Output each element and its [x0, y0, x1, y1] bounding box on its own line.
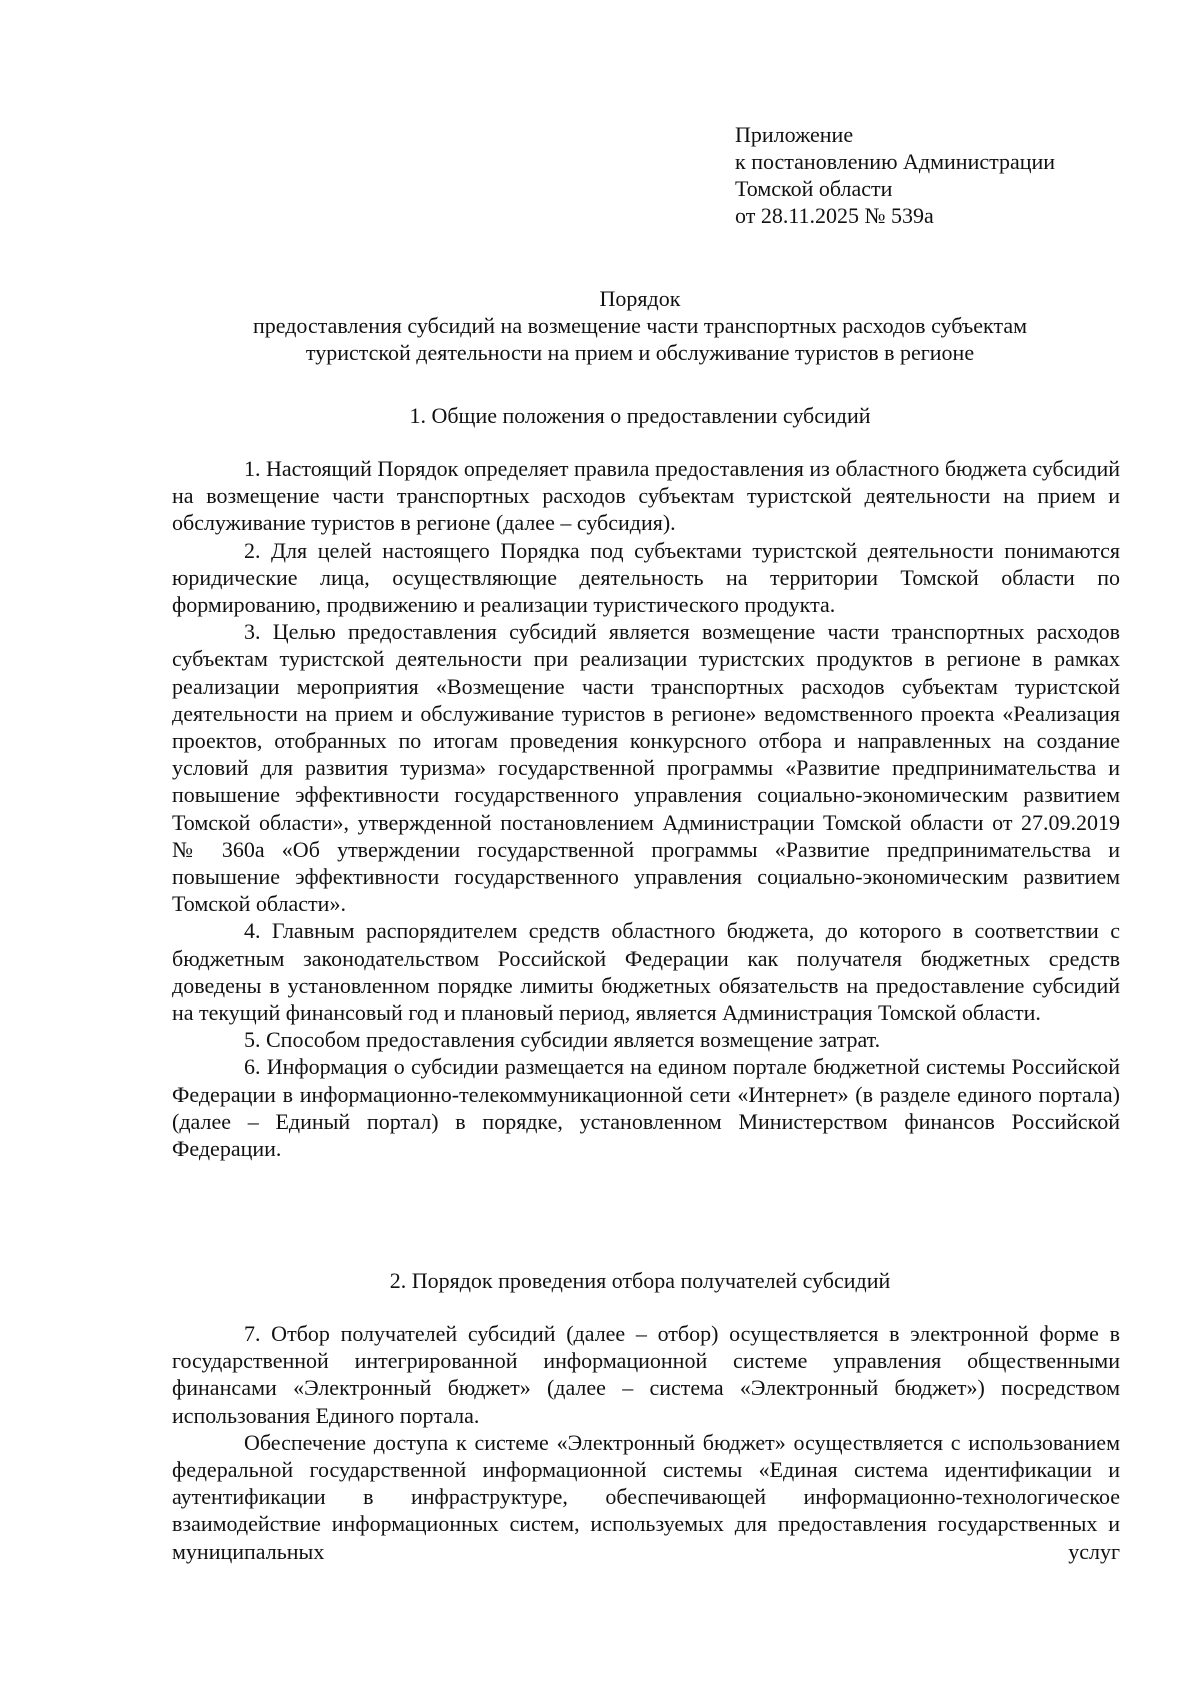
annex-line: Приложение — [735, 122, 854, 147]
annex-block — [735, 121, 1155, 229]
paragraph: 4. Главным распорядителем средств областного бюджета, до которого в соответствии с бюджетным законодательством Российской Федерации как получателя бюджетных средств доведены в установленном порядке лимиты бюджетных обязательств на предоставление субсидий на текущий финансовый год и плановый период, является Администрация Томской области. — [172, 918, 1120, 1026]
section-1-heading: 1. Общие положения о предоставлении субсидий — [409, 403, 871, 428]
paragraph: 1. Настоящий Порядок определяет правила предоставления из областного бюджета субсидий на возмещение части транспортных расходов субъектам туристской деятельности на прием и обслуживание туристов в регионе (далее – субсидия). — [172, 456, 1121, 536]
paragraph: Обеспечение доступа к системе «Электронный бюджет» осуществляется с использованием федеральной государственной информационной системы «Единая система идентификации и аутентификации в инфраструктуре, обеспечивающей информационно-технологическое взаимодействие информационных систем, используемых для предоставления государственных и муниципальных услуг — [172, 1429, 1120, 1564]
section-1-body — [172, 455, 1120, 1162]
title-line: предоставления субсидий на возмещение части транспортных расходов субъектам — [252, 313, 1028, 338]
section-2-body — [172, 1320, 1120, 1565]
paragraph: 7. Отбор получателей субсидий (далее – отбор) осуществляется в электронной форме в государственной интегрированной информационной системе управления общественными финансами «Электронный бюджет» (далее – система «Электронный бюджет») посредством использования Единого портала. — [172, 1321, 1120, 1428]
paragraph: 3. Целью предоставления субсидий является возмещение части транспортных расходов субъектам туристской деятельности при реализации туристских продуктов в регионе в рамках реализации мероприятия «Возмещение части транспортных расходов субъектам туристской деятельности на прием и обслуживание туристов в регионе» ведомственного проекта «Реализация проектов, отобранных по итогам проведения конкурсного отбора и направленных на создание условий для развития туризма» государственной программы «Развитие предпринимательства и повышение эффективности государственного управления социально-экономическим развитием Томской области», утвержденной постановлением Администрации Томской области от 27.09.2019 № 360а «Об утверждении государственной программы «Развитие предпринимательства и повышение эффективности государственного управления социально-экономическим развитием Томской области». — [172, 619, 1120, 917]
section-2-heading: 2. Порядок проведения отбора получателей субсидий — [389, 1268, 891, 1293]
document-title — [100, 285, 1180, 366]
paragraph: 2. Для целей настоящего Порядка под субъектами туристской деятельности понимаются юридические лица, осуществляющие деятельность на территории Томской области по формированию, продвижению и реализации туристического продукта. — [172, 537, 1120, 618]
annex-line: Томской области — [735, 176, 893, 201]
paragraph: 5. Способом предоставления субсидии является возмещение затрат. — [244, 1027, 881, 1053]
title-line: туристской деятельности на прием и обслуживание туристов в регионе — [305, 340, 975, 365]
annex-line: к постановлению Администрации — [735, 149, 1056, 174]
paragraph: 6. Информация о субсидии размещается на едином портале бюджетной системы Российской Федерации в информационно-телекоммуникационной сети «Интернет» (в разделе единого портала) (далее – Единый портал) в порядке, установленном Министерством финансов Российской Федерации. — [172, 1054, 1120, 1162]
annex-date-number: от 28.11.2025 № 539а — [735, 203, 934, 228]
title-line: Порядок — [599, 286, 681, 311]
